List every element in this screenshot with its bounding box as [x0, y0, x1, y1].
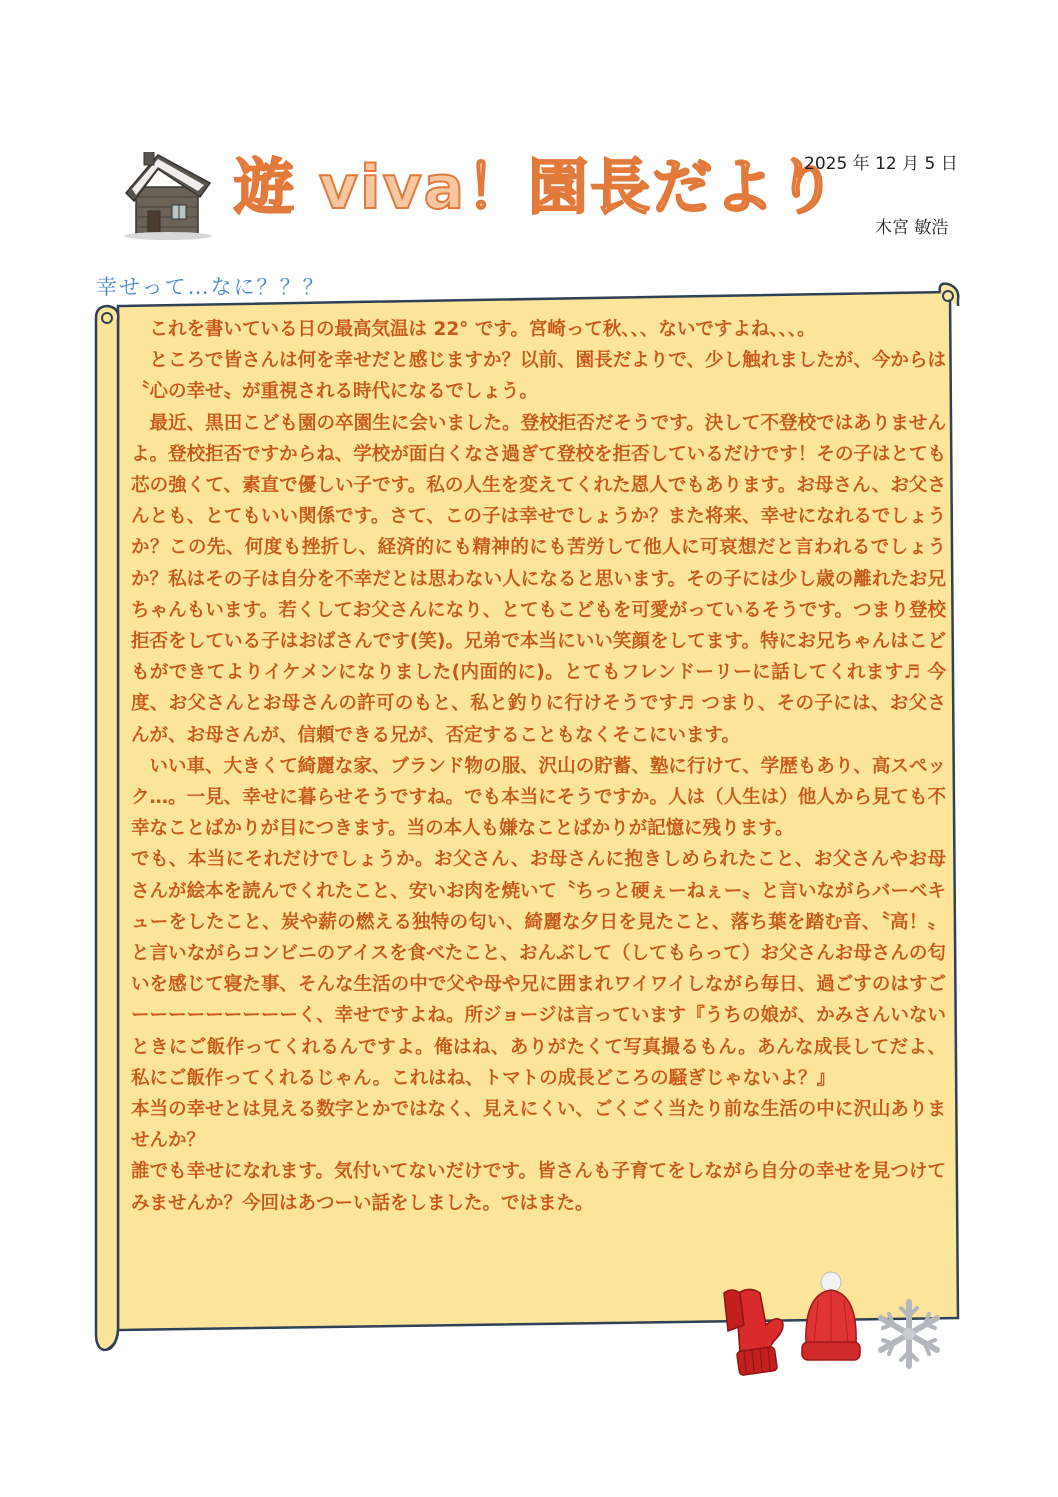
issue-date: 2025 年 12 月 5 日 — [804, 154, 958, 174]
paragraph: ところで皆さんは何を幸せだと感じますか？以前、園長だよりで、少し触れましたが、今からは〝心の幸せ〟が重視される時代になるでしょう。 — [131, 350, 946, 403]
newsletter-title: 遊 viva！園長だより — [234, 153, 839, 223]
paragraph: 本当の幸せとは見える数字とかではなく、見えにくい、ごくごく当たり前な生活の中に沢山ありませんか？ — [131, 1099, 946, 1152]
author-name: 木宮 敏浩 — [875, 218, 949, 238]
article-body — [131, 314, 946, 1219]
snowflake-icon — [873, 1298, 945, 1370]
house-icon — [118, 145, 218, 240]
paragraph: 誰でも幸せになれます。気付いてないだけです。皆さんも子育てをしながら自分の幸せを見つけてみませんか？今回はあつーい話をしました。ではまた。 — [131, 1161, 946, 1214]
paragraph: これを書いている日の最高気温は 22° です。宮崎って秋、、、ないですよね、、、。 — [149, 319, 816, 340]
paragraph: いい車、大きくて綺麗な家、ブランド物の服、沢山の貯蓄、塾に行けて、学歴もあり、高スペック…。一見、幸せに暮らせそうですね。でも本当にそうですか。人は（人生は）他人から見ても不幸なことばかりが目につきます。当の本人も嫌なことばかりが記憶に残ります。 — [131, 755, 946, 840]
article-subtitle: 幸せって…なに？？？ — [96, 275, 326, 299]
paragraph: 最近、黒田こども園の卒園生に会いました。登校拒否だそうです。決して不登校ではありませんよ。登校拒否ですからね、学校が面白くなさ過ぎて登校を拒否しているだけです！その子はとても芯の強くて、素直で優しい子です。私の人生を変えてくれた恩人でもあります。お母さん、お父さんとも、とてもいい関係です。さて、この子は幸せでしょうか？また将来、幸せになれるでしょうか？この先、何度も挫折し、経済的にも精神的にも苦労して他人に可哀想だと言われるでしょうか？私はその子は自分を不幸だとは思わない人になると思います。その子には少し歳の離れたお兄ちゃんもいます。若くしてお父さんになり、とてもこどもを可愛がっているそうです。つまり登校拒否をしている子はおばさんです(笑)。兄弟で本当にいい笑顔をしてます。特にお兄ちゃんはこどもができてよりイケメンになりました(内面的に)。とてもフレンドーリーに話してくれます♬ 今度、お父さんとお母さんの許可のもと、私と釣りに行けそうです♬ つまり、その子には、お父さんが、お母さんが、信頼できる兄が、否定することもなくそこにいます。 — [131, 412, 946, 746]
knit-hat-icon — [798, 1270, 864, 1365]
paragraph: でも、本当にそれだけでしょうか。お父さん、お母さんに抱きしめられたこと、お父さんやお母さんが絵本を読んでくれたこと、安いお肉を焼いて〝ちっと硬ぇーねぇー〟と言いながらバーベキューをしたこと、炭や薪の燃える独特の匂い、綺麗な夕日を見たこと、落ち葉を踏む音、〝高！〟と言いながらコンビニのアイスを食べたこと、おんぶして（してもらって）お父さんお母さんの匂いを感じて寝た事、そんな生活の中で父や母や兄に囲まれワイワイしながら毎日、過ごすのはすごーーーーーーーーーく、幸せですよね。所ジョージは言っています『うちの娘が、かみさんいないときにご飯作ってくれるんですよ。俺はね、ありがたくて写真撮るもん。あんな成長してだよ、私にご飯作ってくれるじゃん。これはね、トマトの成長どころの騒ぎじゃないよ？』 — [131, 849, 946, 1089]
mitten-icon — [718, 1285, 788, 1380]
